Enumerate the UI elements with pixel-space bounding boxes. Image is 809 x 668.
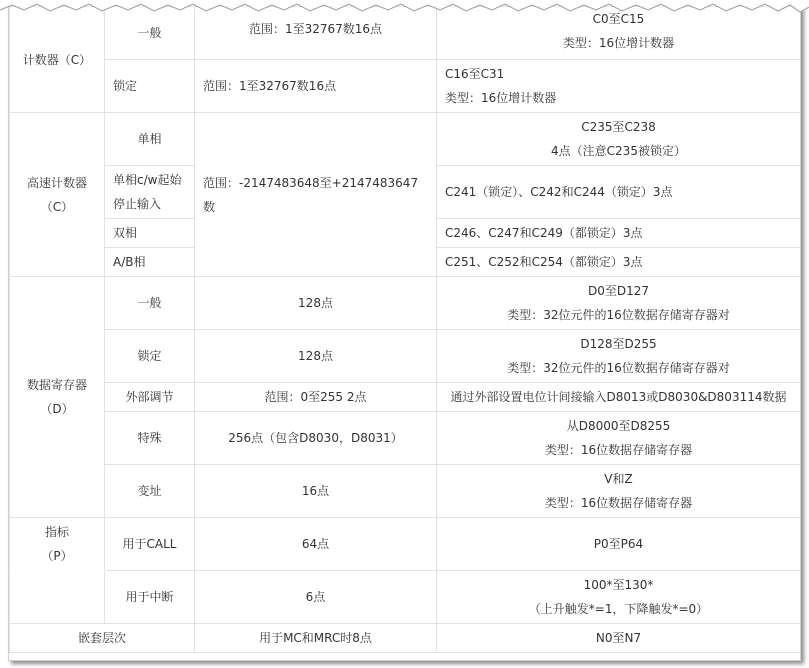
detail-cell: [437, 7, 801, 60]
table-row: [10, 571, 801, 624]
detail-line: C0至C15: [592, 12, 645, 26]
detail-line: 类型：32位元件的16位数据存储寄存器对: [507, 361, 730, 375]
detail-line: D128至D255: [580, 337, 657, 351]
detail-line: 100*至130*: [583, 578, 654, 592]
range-cell: 范围：-2147483648至+2147483647数: [195, 113, 437, 277]
sub-cell: [105, 166, 195, 219]
category-line: （P）: [41, 549, 73, 563]
detail-line: C235至C238: [581, 120, 656, 134]
sub-cell: 双相: [105, 219, 195, 248]
category-line: （C）: [40, 199, 74, 214]
sub-cell: 用于中断: [105, 571, 195, 624]
detail-cell: [437, 277, 801, 330]
table-row: [10, 383, 801, 412]
table-row: [10, 412, 801, 465]
detail-line: C16至C31: [445, 67, 505, 81]
sub-line: 单相c/w起始: [113, 173, 182, 187]
detail-cell: [437, 330, 801, 383]
table-row: [10, 518, 801, 571]
sub-cell: 特殊: [105, 412, 195, 465]
detail-cell: [437, 113, 801, 166]
detail-line: 类型：16位数据存储寄存器: [544, 496, 693, 510]
detail-cell: [437, 465, 801, 518]
sub-cell: 变址: [105, 465, 195, 518]
detail-cell: C251、C252和C254（都锁定）3点: [437, 248, 801, 277]
category-line: （D）: [40, 402, 74, 416]
range-cell: 6点: [195, 571, 437, 624]
category-line: 高速计数器: [26, 175, 87, 190]
range-cell: 128点: [195, 277, 437, 330]
detail-line: 4点（注意C235被锁定）: [551, 144, 686, 158]
table-row: [10, 113, 801, 166]
table-row: [10, 60, 801, 113]
sub-cell: 一般: [105, 277, 195, 330]
detail-line: D0至D127: [587, 284, 650, 298]
table-row: [10, 330, 801, 383]
table-row: [10, 624, 801, 653]
device-spec-table: [9, 6, 801, 653]
detail-cell: [437, 571, 801, 624]
category-cell: [10, 571, 105, 624]
spec-table-frame: [8, 6, 801, 661]
detail-cell: C246、C247和C249（都锁定）3点: [437, 219, 801, 248]
detail-cell: C241（锁定）、C242和C244（锁定）3点: [437, 166, 801, 219]
category-cell: 嵌套层次: [10, 624, 195, 653]
torn-edge-decoration: [0, 0, 809, 14]
detail-line: 类型：16位增计数器: [445, 91, 557, 105]
category-cell: [10, 277, 105, 518]
detail-line: 从D8000至D8255: [566, 419, 671, 433]
detail-line: 类型：32位元件的16位数据存储寄存器对: [507, 308, 730, 322]
range-cell: 用于MC和MRC时8点: [195, 624, 437, 653]
table-row: [10, 277, 801, 330]
detail-line: 类型：16位数据存储寄存器: [544, 443, 693, 457]
sub-cell: 外部调节: [105, 383, 195, 412]
detail-line: （上升触发*=1，下降触发*=0）: [528, 602, 709, 616]
sub-cell: 单相: [105, 113, 195, 166]
detail-line: 类型：16位增计数器: [562, 36, 675, 50]
range-cell: 范围：0至255 2点: [195, 383, 437, 412]
category-cell: [10, 113, 105, 277]
sub-cell: 用于CALL: [105, 518, 195, 571]
detail-cell: N0至N7: [437, 624, 801, 653]
range-cell: 256点（包含D8030，D8031）: [195, 412, 437, 465]
sub-cell: 锁定: [105, 330, 195, 383]
detail-line: V和Z: [604, 472, 633, 486]
detail-cell: [437, 412, 801, 465]
detail-cell: [437, 60, 801, 113]
detail-cell: 通过外部设置电位计间接输入D8013或D8030&D803114数据: [437, 383, 801, 412]
range-cell: 64点: [195, 518, 437, 571]
category-cell: 计数器（C）: [10, 7, 105, 113]
detail-cell: P0至P64: [437, 518, 801, 571]
range-cell: 范围：1至32767数16点: [195, 7, 437, 60]
range-cell: 16点: [195, 465, 437, 518]
sub-cell: A/B相: [105, 248, 195, 277]
category-line: 指标: [44, 525, 69, 539]
sub-line: 停止输入: [113, 197, 162, 211]
sub-cell: 锁定: [105, 60, 195, 113]
table-row: [10, 465, 801, 518]
range-cell: 范围：1至32767数16点: [195, 60, 437, 113]
table-row: [10, 7, 801, 60]
sub-cell: 一般: [105, 7, 195, 60]
category-line: 数据寄存器: [26, 378, 87, 392]
range-cell: 128点: [195, 330, 437, 383]
category-cell: [10, 518, 105, 571]
